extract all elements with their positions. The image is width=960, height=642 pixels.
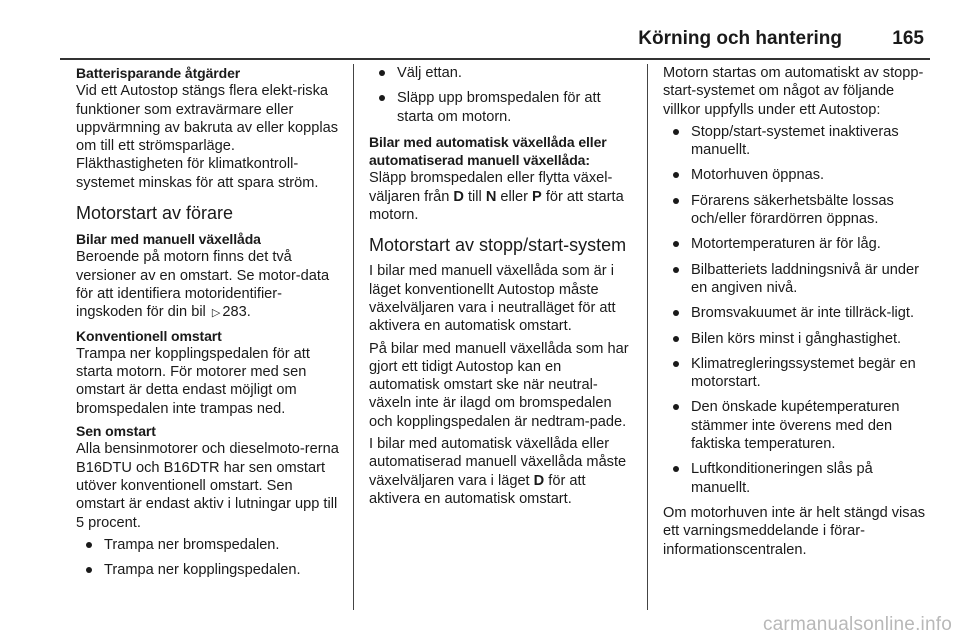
list-item: Bilbatteriets laddningsnivå är under en angiven nivå. — [663, 261, 928, 298]
paragraph-text: för att aktivera en automatisk omstart. — [369, 472, 586, 507]
paragraph-text: Släpp bromspedalen eller flytta växel-väljaren från — [369, 170, 613, 205]
list-item: Släpp upp bromspedalen för att starta om motorn. — [369, 89, 634, 126]
list-item: Trampa ner kopplingspedalen. — [76, 561, 341, 579]
list-item: Trampa ner bromspedalen. — [76, 536, 341, 554]
subheading-manual-gearbox: Bilar med manuell växellåda — [76, 231, 261, 248]
page-reference-link[interactable]: 283. — [222, 304, 251, 321]
bullet-list-conditions — [663, 123, 928, 497]
list-item: Den önskade kupétemperaturen stämmer inte överens med den faktiska temperaturen. — [663, 398, 928, 453]
paragraph-manual-autostop: I bilar med manuell växellåda som är i läget konventionellt Autostop måste växelväljaren vara i neutralläget för att aktivera en automatisk omstart. — [369, 263, 616, 335]
list-item: Motortemperaturen är för låg. — [663, 235, 928, 253]
paragraph-automatic-restart — [369, 435, 634, 508]
list-item: Bilen körs minst i gånghastighet. — [663, 330, 928, 348]
paragraph-text: Beroende på motorn finns det två versioner av en omstart. Se motor-data för att identifiera motoridentifier-ingskoden för din bil — [76, 249, 330, 321]
page-reference-arrow-icon: ▷ — [211, 307, 221, 320]
list-item: Förarens säkerhetsbälte lossas och/eller förardörren öppnas. — [663, 192, 928, 229]
paragraph-manual-gearbox — [76, 248, 341, 322]
subheading-late-restart: Sen omstart — [76, 423, 156, 440]
list-item: Klimatregleringssystemet begär en motorstart. — [663, 355, 928, 392]
bullet-list — [369, 64, 634, 126]
chapter-title: Körning och hantering — [638, 28, 842, 49]
list-item: Motorhuven öppnas. — [663, 166, 928, 184]
list-item: Välj ettan. — [369, 64, 634, 82]
bullet-list — [76, 536, 341, 580]
paragraph-battery-saving: Vid ett Autostop stängs flera elekt-riska funktioner som extravärmare eller uppvärmning av bakruta av eller kopplas om till ett strömsparläge. Fläkthastigheten för klimatkontroll-systemet minskas för att spara ström. — [76, 83, 339, 191]
paragraph-text: till — [463, 188, 486, 205]
subheading-conventional-restart: Konventionell omstart — [76, 327, 222, 344]
gear-d-label: D — [453, 188, 464, 205]
heading-stop-start-restart: Motorstart av stopp/start-system — [369, 235, 627, 256]
gear-d-label: D — [533, 472, 545, 489]
column-divider-1 — [353, 64, 354, 610]
paragraph-restart-conditions: Motorn startas om automatiskt av stopp-start-systemet om något av följande villkor uppfylls under ett Autostop: — [663, 65, 924, 118]
page-header — [60, 22, 930, 60]
heading-driver-start: Motorstart av förare — [76, 203, 234, 224]
paragraph-text: eller — [496, 188, 533, 205]
paragraph-late-restart: Alla bensinmotorer och dieselmoto-rerna B16DTU och B16DTR har sen omstart utöver konventionell omstart. Sen omstart är endast aktiv i lutningar upp till 5 procent. — [76, 441, 339, 531]
column-divider-2 — [647, 64, 648, 610]
list-item: Stopp/start-systemet inaktiveras manuellt. — [663, 123, 928, 160]
column-1 — [76, 64, 341, 586]
paragraph-text: för att starta motorn. — [369, 188, 624, 224]
watermark: carmanualsonline.info — [762, 614, 952, 635]
column-3 — [663, 64, 928, 563]
list-item: Luftkonditioneringen slås på manuellt. — [663, 460, 928, 497]
paragraph-automatic-gearbox — [369, 169, 634, 224]
column-2 — [369, 64, 634, 512]
gear-p-label: P — [532, 188, 542, 205]
paragraph-text: I bilar med automatisk växellåda eller automatiserad manuell växellåda måste växelväljaren vara i läget — [369, 436, 627, 489]
paragraph-conventional-restart: Trampa ner kopplingspedalen för att starta motorn. För motorer med sen omstart är detta endast möjligt om bromspedalen inte trampas ned. — [76, 345, 310, 417]
page-number: 165 — [892, 28, 924, 49]
paragraph-early-autostop: På bilar med manuell växellåda som har gjort ett tidigt Autostop kan en automatisk omstart ske när neutral-växeln inte är ilagd om bromspedalen och kopplingspedalen är nedtram-pade. — [369, 340, 629, 430]
list-item: Bromsvakuumet är inte tillräck-ligt. — [663, 304, 928, 322]
gear-n-label: N — [485, 188, 497, 205]
subheading-automatic-gearbox: Bilar med automatisk växellåda eller automatiserad manuell växellåda: — [369, 133, 607, 169]
paragraph-hood-warning: Om motorhuven inte är helt stängd visas ett varningsmeddelande i förar-informationscentralen. — [663, 504, 926, 558]
subheading-battery-saving: Batterisparande åtgärder — [76, 65, 241, 81]
